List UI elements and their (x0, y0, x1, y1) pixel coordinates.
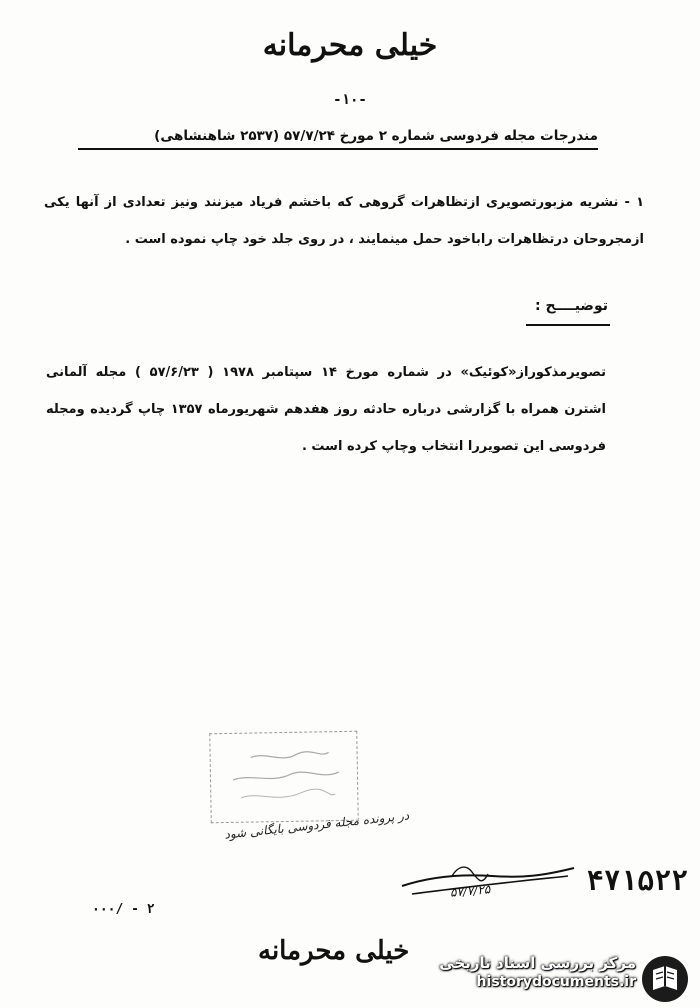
note-text: تصویرمذکوراز«کوئیک» در شماره مورخ ۱۴ سپتامبر ۱۹۷۸ ( ۵۷/۶/۲۳ ) مجله آلمانی اشترن همراه با گزارشی درباره حادثه روز هفدهم شهریورماه ۱۳۵۷ چاپ گردیده ومجله فردوسی این تصویررا انتخاب وچاپ کرده است . (46, 365, 607, 454)
handwritten-note: در پرونده مجله فردوسی بایگانی شود (224, 808, 411, 842)
header-classification: خیلی محرمانه (262, 28, 438, 63)
received-stamp (209, 731, 359, 824)
signature (392, 846, 582, 916)
page-number: -۱۰- (333, 92, 367, 108)
subject-line: مندرجات مجله فردوسی شماره ۲ مورخ ۵۷/۷/۲۴ (۲۵۳۷ شاهنشاهی) (78, 128, 598, 150)
note-label: توضیــــح : (535, 298, 608, 314)
watermark-url: historydocuments.ir (476, 974, 636, 990)
document-number: ۴۷۱۵۲۲ (586, 864, 688, 897)
footer-classification: خیلی محرمانه (258, 936, 410, 966)
book-logo-icon (642, 956, 688, 1002)
watermark-title: مرکز بررسی اسناد تاریخی (439, 954, 636, 972)
note-underline (526, 324, 610, 326)
handwritten-date: ۵۷/۷/۲۵ (449, 882, 491, 900)
footer-code: ۰۰۰/ - ۲ (92, 902, 155, 917)
watermark-text (439, 954, 636, 990)
watermark (420, 950, 698, 1006)
paragraph-1: ۱ - نشریه مزبورتصویری ازتظاهرات گروهی که باخشم فریاد میزنند ونیز تعدادی از آنها یکی ازمجروحان درتظاهرات راباخود حمل مینمایند ، در روی جلد خود چاپ نموده است . (44, 195, 644, 247)
